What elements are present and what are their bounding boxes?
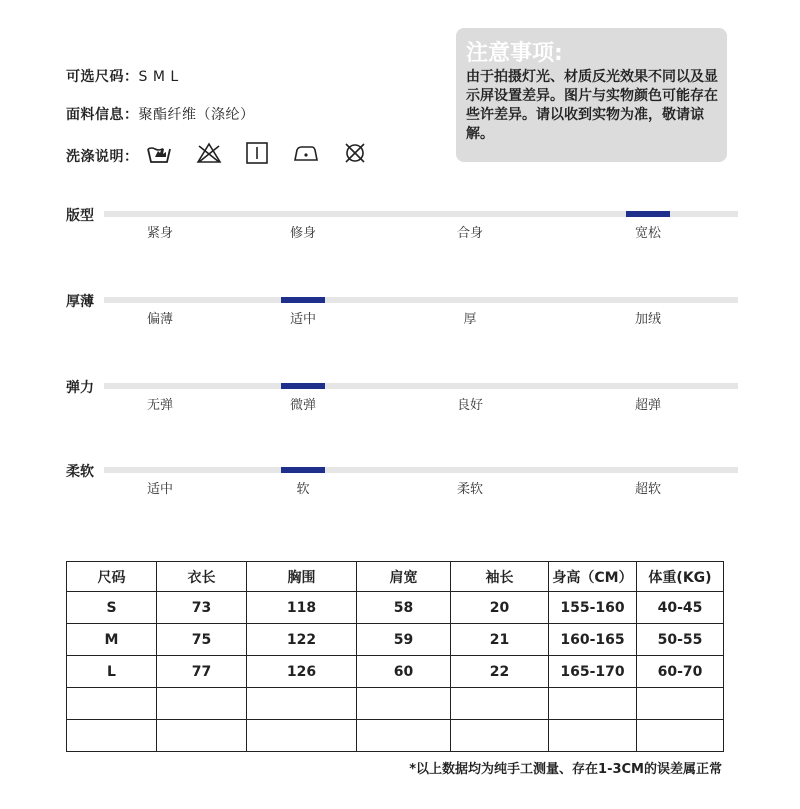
column-header: 袖长 bbox=[451, 562, 549, 592]
table-cell: 40-45 bbox=[637, 592, 724, 624]
size-options-line bbox=[66, 66, 179, 86]
table-cell bbox=[357, 688, 451, 720]
no-bleach-icon bbox=[196, 140, 222, 166]
table-cell: 59 bbox=[357, 624, 451, 656]
table-cell: M bbox=[67, 624, 157, 656]
no-dry-clean-icon bbox=[342, 140, 368, 166]
option-label: 合身 bbox=[457, 226, 484, 241]
selected-marker bbox=[281, 467, 325, 473]
table-cell bbox=[157, 720, 247, 752]
attribute-track bbox=[104, 383, 738, 389]
notice-body: 由于拍摄灯光、材质反光效果不同以及显示屏设置差异。图片与实物颜色可能存在些许差异。请以收到实物为准，敬请谅解。 bbox=[466, 69, 718, 142]
line-dry-icon bbox=[244, 140, 270, 166]
table-cell bbox=[549, 688, 637, 720]
table-cell bbox=[357, 720, 451, 752]
table-cell: 118 bbox=[247, 592, 357, 624]
table-cell: 77 bbox=[157, 656, 247, 688]
table-row bbox=[67, 688, 724, 720]
table-cell: 160-165 bbox=[549, 624, 637, 656]
table-cell: 58 bbox=[357, 592, 451, 624]
low-iron-icon bbox=[292, 140, 320, 166]
option-label: 紧身 bbox=[147, 226, 174, 241]
fabric-value: 聚酯纤维（涤纶） bbox=[138, 107, 255, 123]
table-row bbox=[67, 592, 724, 624]
option-label: 修身 bbox=[290, 226, 317, 241]
table-row bbox=[67, 720, 724, 752]
care-instructions-line bbox=[66, 146, 139, 166]
table-cell bbox=[451, 720, 549, 752]
table-row bbox=[67, 624, 724, 656]
size-options-label: 可选尺码： bbox=[66, 69, 139, 85]
attribute-title: 柔软 bbox=[66, 464, 94, 480]
attribute-title: 厚薄 bbox=[66, 294, 94, 310]
column-header: 胸围 bbox=[247, 562, 357, 592]
table-cell bbox=[157, 688, 247, 720]
table-cell: 60-70 bbox=[637, 656, 724, 688]
option-label: 良好 bbox=[457, 398, 484, 413]
column-header: 衣长 bbox=[157, 562, 247, 592]
table-cell: 22 bbox=[451, 656, 549, 688]
option-label: 加绒 bbox=[635, 312, 662, 327]
option-label: 微弹 bbox=[290, 398, 317, 413]
attribute-track bbox=[104, 467, 738, 473]
table-cell: 75 bbox=[157, 624, 247, 656]
option-label: 厚 bbox=[463, 312, 477, 327]
notice-title: 注意事项: bbox=[466, 41, 563, 66]
option-label: 超弹 bbox=[635, 398, 662, 413]
hand-wash-icon bbox=[146, 140, 172, 166]
table-cell: 126 bbox=[247, 656, 357, 688]
table-cell bbox=[549, 720, 637, 752]
fabric-label: 面料信息： bbox=[66, 107, 139, 123]
option-label: 柔软 bbox=[457, 482, 484, 497]
table-cell bbox=[637, 688, 724, 720]
column-header: 身高（CM） bbox=[549, 562, 637, 592]
attribute-track bbox=[104, 297, 738, 303]
option-label: 无弹 bbox=[147, 398, 174, 413]
table-header-row bbox=[67, 562, 724, 592]
table-cell bbox=[247, 720, 357, 752]
table-cell: 50-55 bbox=[637, 624, 724, 656]
table-cell: 60 bbox=[357, 656, 451, 688]
table-cell bbox=[637, 720, 724, 752]
column-header: 尺码 bbox=[67, 562, 157, 592]
column-header: 肩宽 bbox=[357, 562, 451, 592]
option-label: 超软 bbox=[635, 482, 662, 497]
size-options-value: S M L bbox=[138, 69, 179, 85]
table-cell bbox=[247, 688, 357, 720]
table-cell bbox=[451, 688, 549, 720]
attribute-title: 版型 bbox=[66, 208, 94, 224]
option-label: 软 bbox=[296, 482, 310, 497]
table-cell bbox=[67, 688, 157, 720]
option-label: 宽松 bbox=[635, 226, 662, 241]
selected-marker bbox=[281, 297, 325, 303]
attribute-title: 弹力 bbox=[66, 380, 94, 396]
selected-marker bbox=[281, 383, 325, 389]
table-cell: 20 bbox=[451, 592, 549, 624]
option-label: 适中 bbox=[290, 312, 317, 327]
column-header: 体重(KG) bbox=[637, 562, 724, 592]
table-cell: 73 bbox=[157, 592, 247, 624]
measurement-footnote: *以上数据均为纯手工测量、存在1-3CM的误差属正常 bbox=[409, 762, 722, 777]
care-label: 洗涤说明： bbox=[66, 149, 139, 165]
table-cell: S bbox=[67, 592, 157, 624]
table-row bbox=[67, 656, 724, 688]
table-cell: L bbox=[67, 656, 157, 688]
table-cell: 165-170 bbox=[549, 656, 637, 688]
option-label: 适中 bbox=[147, 482, 174, 497]
notice-box bbox=[456, 28, 727, 162]
size-table bbox=[66, 561, 724, 752]
selected-marker bbox=[626, 211, 670, 217]
fabric-info-line bbox=[66, 104, 255, 124]
table-cell: 122 bbox=[247, 624, 357, 656]
table-cell: 21 bbox=[451, 624, 549, 656]
table-cell bbox=[67, 720, 157, 752]
option-label: 偏薄 bbox=[147, 312, 174, 327]
table-cell: 155-160 bbox=[549, 592, 637, 624]
